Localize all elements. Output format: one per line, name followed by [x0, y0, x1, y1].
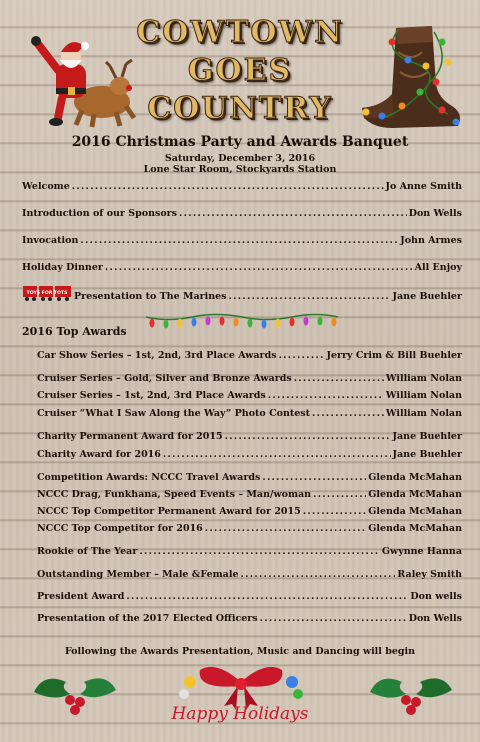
award-presenter: Don Wells [408, 613, 462, 624]
dot-leader [80, 235, 398, 246]
dot-leader [262, 472, 366, 483]
award-presenter: William Nolan [385, 373, 462, 384]
award-presenter: Don wells [410, 591, 462, 602]
dot-leader [303, 506, 367, 517]
award-row [37, 431, 462, 442]
program-item-presenter: Don Wells [408, 208, 462, 219]
award-row [37, 472, 462, 483]
santa-reindeer-icon [22, 30, 142, 130]
award-row [37, 408, 462, 419]
award-row [37, 489, 462, 500]
award-presenter: Jane Buehler [392, 431, 462, 442]
program-item-presenter: John Armes [400, 235, 462, 246]
award-label: Competition Awards: NCCC Travel Awards [37, 472, 261, 483]
program-item-presenter: All Enjoy [414, 262, 462, 273]
award-presenter: William Nolan [385, 408, 462, 419]
award-presenter: Glenda McMahan [368, 472, 462, 483]
award-row [37, 546, 462, 557]
event-date: Saturday, December 3, 2016 [164, 153, 316, 164]
dot-leader [139, 546, 380, 557]
award-row [37, 449, 462, 460]
award-label: President Award [37, 591, 125, 602]
closing-note: Following the Awards Presentation, Music and Dancing will begin [64, 646, 416, 657]
award-presenter: Jerry Crim & Bill Buehler [326, 350, 462, 361]
dot-leader [294, 373, 384, 384]
award-presenter: Gwynne Hanna [381, 546, 462, 557]
program-item-label: Holiday Dinner [22, 262, 103, 273]
award-label: Cruiser Series – Gold, Silver and Bronze Awards [37, 373, 292, 384]
red-bow-icon [176, 660, 306, 710]
dot-leader [312, 408, 384, 419]
dot-leader [105, 262, 413, 273]
dot-leader [205, 523, 366, 534]
dot-leader [313, 489, 366, 500]
christmas-lights-strand-icon [144, 312, 340, 330]
toys-for-tots-train-icon [22, 284, 72, 302]
dot-leader [179, 208, 407, 219]
program-item-presenter: Jane Buehler [392, 291, 462, 302]
award-row [37, 390, 462, 401]
program-row [22, 208, 462, 219]
award-presenter: Glenda McMahan [368, 506, 462, 517]
award-row [37, 523, 462, 534]
toys-badge-text: TOYS FOR TOTS [26, 291, 68, 296]
award-presenter: William Nolan [385, 390, 462, 401]
event-logo-title [130, 14, 350, 128]
title-line-2: GOES [187, 53, 293, 88]
award-label: Outstanding Member – Male &Female [37, 569, 239, 580]
program-item-presenter: Jo Anne Smith [385, 181, 462, 192]
award-row [37, 613, 462, 624]
dot-leader [241, 569, 396, 580]
award-label: Car Show Series – 1st, 2nd, 3rd Place Awards [37, 350, 277, 361]
title-line-1: COWTOWN [136, 15, 344, 50]
award-row [37, 350, 462, 361]
award-row [37, 591, 462, 602]
awards-heading: 2016 Top Awards [22, 325, 127, 338]
award-label: NCCC Drag, Funkhana, Speed Events – Man/woman [37, 489, 312, 500]
program-item-label: Introduction of our Sponsors [22, 208, 178, 219]
cowboy-boot-lights-icon [352, 22, 464, 140]
award-label: Cruiser Series – 1st, 2nd, 3rd Place Awards [37, 390, 266, 401]
award-presenter: Glenda McMahan [368, 523, 462, 534]
award-row [37, 506, 462, 517]
dot-leader [260, 613, 407, 624]
happy-holidays-script: Happy Holidays [171, 704, 309, 724]
event-title: 2016 Christmas Party and Awards Banquet [71, 134, 409, 150]
dot-leader [268, 390, 384, 401]
award-presenter: Glenda McMahan [368, 489, 462, 500]
award-presenter: Raley Smith [397, 569, 462, 580]
program-row [22, 262, 462, 273]
program-row [22, 235, 462, 246]
event-location: Lone Star Room, Stockyards Station [143, 164, 337, 175]
dot-leader [126, 591, 408, 602]
dot-leader [279, 350, 325, 361]
award-row [37, 569, 462, 580]
dot-leader [163, 449, 391, 460]
program-item-label: Welcome [22, 181, 70, 192]
title-line-3: COUNTRY [147, 91, 333, 126]
award-label: Cruiser “What I Saw Along the Way” Photo Contest [37, 408, 311, 419]
dot-leader [72, 181, 384, 192]
award-label: Charity Award for 2016 [37, 449, 161, 460]
program-item-label: Presentation to The Marines [74, 291, 227, 302]
dot-leader [229, 291, 391, 302]
award-presenter: Jane Buehler [392, 449, 462, 460]
dot-leader [225, 431, 391, 442]
award-label: NCCC Top Competitor Permanent Award for 2015 [37, 506, 301, 517]
award-row [37, 373, 462, 384]
program-row [22, 181, 462, 192]
award-label: Rookie of The Year [37, 546, 138, 557]
award-label: Charity Permanent Award for 2015 [37, 431, 223, 442]
program-row [74, 291, 462, 302]
program-item-label: Invocation [22, 235, 79, 246]
award-label: NCCC Top Competitor for 2016 [37, 523, 203, 534]
award-label: Presentation of the 2017 Elected Officers [37, 613, 258, 624]
